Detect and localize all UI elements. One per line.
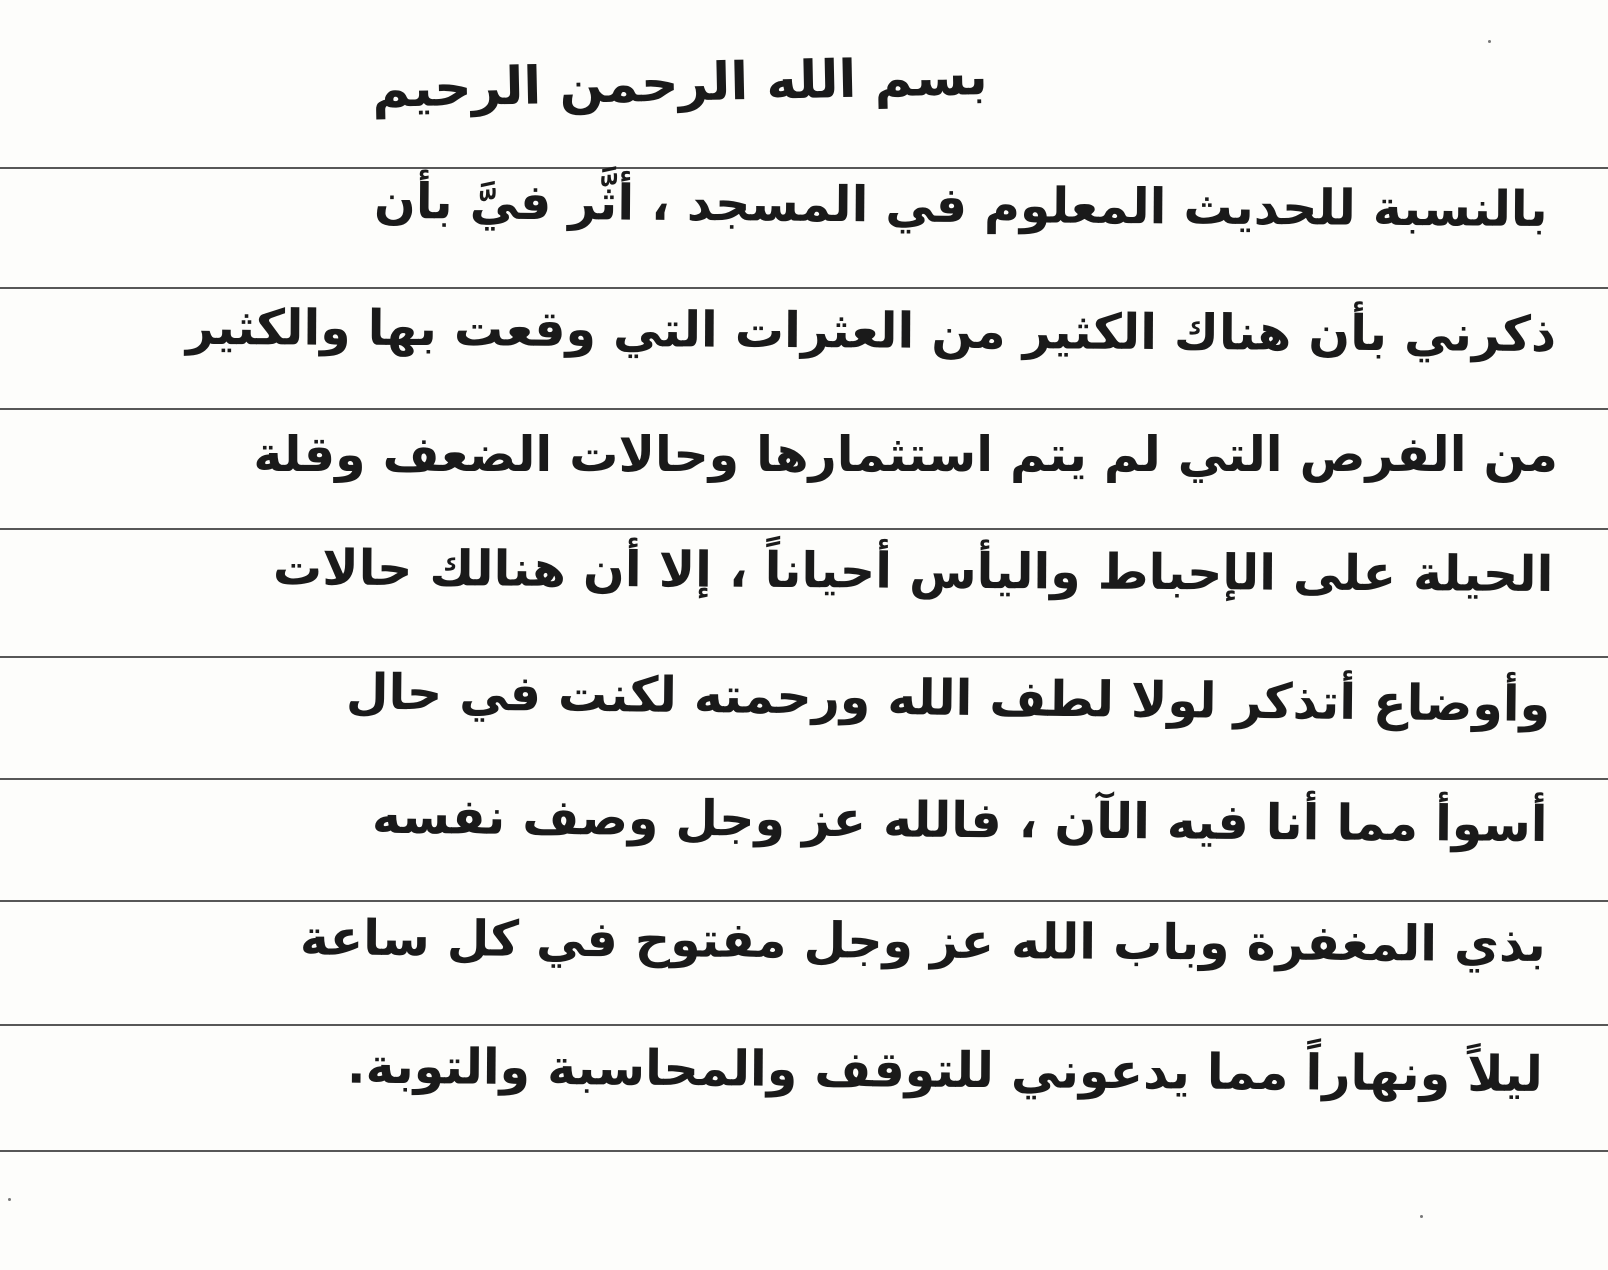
ruled-line [0,1024,1608,1026]
scan-speck [1488,40,1491,43]
scan-speck [1420,1215,1423,1218]
ruled-line [0,900,1608,902]
text-line: ليلاً ونهاراً مما يدعوني للتوقف والمحاسبة والتوبة. [347,1037,1544,1103]
text-line: بذي المغفرة وباب الله عز وجل مفتوح في كل ساعة [300,909,1547,973]
ruled-line [0,167,1608,169]
ruled-line [0,1150,1608,1152]
ruled-line [0,656,1608,658]
ruled-line [0,287,1608,289]
ruled-line [0,528,1608,530]
scan-speck [8,1198,11,1201]
text-line: أسوأ مما أنا فيه الآن ، فالله عز وجل وصف نفسه [372,787,1549,853]
basmala-heading: بسم الله الرحمن الرحيم [371,47,989,120]
ruled-line [0,408,1608,410]
text-line: بالنسبة للحديث المعلوم في المسجد ، أثَّر فيَّ بأن [374,172,1549,238]
text-line: من الفرص التي لم يتم استثمارها وحالات الضعف وقلة [253,426,1558,483]
text-line: الحيلة على الإحباط واليأس أحياناً ، إلا أن هنالك حالات [272,539,1554,603]
text-line: ذكرني بأن هناك الكثير من العثرات التي وقعت بها والكثير [185,298,1557,363]
ruled-line [0,778,1608,780]
text-line: وأوضاع أتذكر لولا لطف الله ورحمته لكنت في حال [345,663,1551,733]
